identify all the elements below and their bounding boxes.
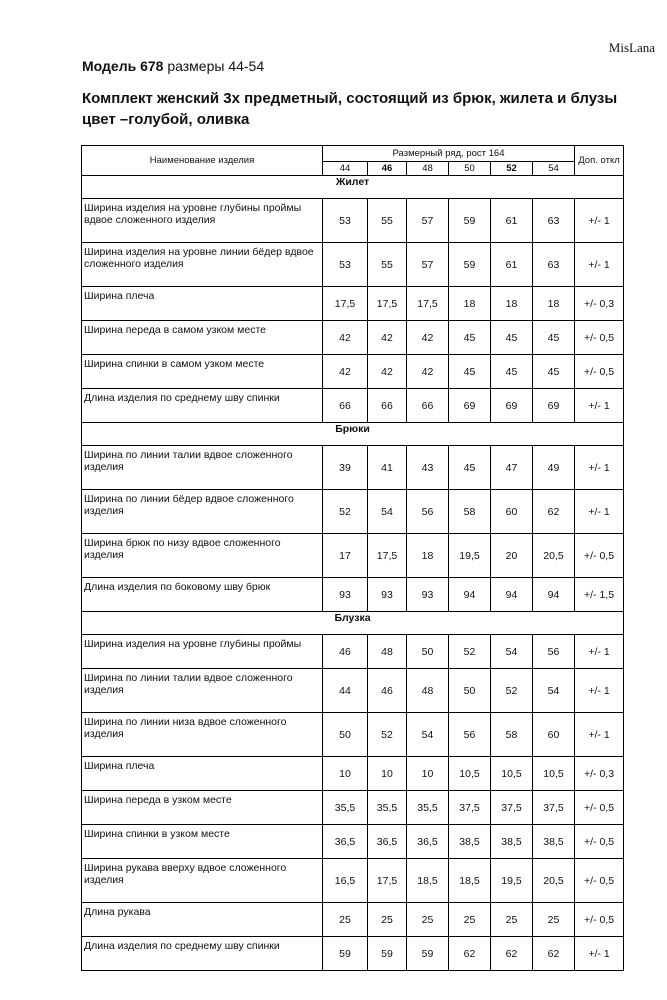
measurement-value: 49 (533, 446, 575, 490)
measurement-value: 61 (491, 243, 533, 287)
measurement-value: 45 (449, 321, 491, 355)
size-header-4: 52 (491, 161, 533, 175)
tolerance-value: +/- 1 (575, 937, 624, 971)
tolerance-value: +/- 1 (575, 669, 624, 713)
measurement-name: Длина изделия по боковому шву брюк (82, 578, 323, 612)
measurement-value: 62 (533, 937, 575, 971)
measurement-value: 48 (407, 669, 449, 713)
measurement-value: 50 (449, 669, 491, 713)
measurement-value: 37,5 (491, 791, 533, 825)
measurement-value: 20,5 (533, 859, 575, 903)
measurement-value: 45 (449, 446, 491, 490)
table-row (82, 199, 624, 243)
measurement-value: 59 (449, 243, 491, 287)
measurement-value: 45 (449, 355, 491, 389)
measurement-value: 35,5 (368, 791, 407, 825)
table-row (82, 825, 624, 859)
measurement-value: 10,5 (491, 757, 533, 791)
measurement-name: Длина изделия по среднему шву спинки (82, 389, 323, 423)
measurement-value: 20,5 (533, 534, 575, 578)
measurement-value: 38,5 (491, 825, 533, 859)
measurement-value: 10 (407, 757, 449, 791)
tolerance-value: +/- 1 (575, 713, 624, 757)
measurement-value: 45 (533, 321, 575, 355)
measurement-value: 37,5 (533, 791, 575, 825)
measurement-name: Ширина по линии талии вдвое сложенного изделия (82, 669, 323, 713)
measurement-value: 48 (368, 635, 407, 669)
measurement-value: 60 (533, 713, 575, 757)
measurement-value: 52 (323, 490, 368, 534)
measurement-value: 25 (449, 903, 491, 937)
measurement-value: 59 (407, 937, 449, 971)
measurement-name: Ширина спинки в узком месте (82, 825, 323, 859)
measurement-value: 18,5 (407, 859, 449, 903)
measurement-value: 54 (407, 713, 449, 757)
product-title: Комплект женский 3х предметный, состоящий из брюк, жилета и блузы цвет –голубой, оливка (82, 90, 618, 128)
model-sizes: размеры 44-54 (167, 58, 265, 74)
measurement-value: 66 (368, 389, 407, 423)
measurement-value: 16,5 (323, 859, 368, 903)
measurement-value: 94 (449, 578, 491, 612)
measurement-value: 54 (368, 490, 407, 534)
table-row (82, 534, 624, 578)
measurement-name: Ширина переда в узком месте (82, 791, 323, 825)
measurement-value: 45 (533, 355, 575, 389)
measurement-value: 62 (533, 490, 575, 534)
measurement-value: 60 (491, 490, 533, 534)
table-row (82, 321, 624, 355)
measurement-value: 46 (368, 669, 407, 713)
measurement-value: 17,5 (368, 287, 407, 321)
measurement-value: 47 (491, 446, 533, 490)
section-row (82, 176, 624, 199)
measurement-value: 57 (407, 199, 449, 243)
tolerance-column-header: Доп. откл (575, 146, 624, 176)
measurement-value: 66 (323, 389, 368, 423)
measurement-value: 54 (533, 669, 575, 713)
tolerance-value: +/- 0,5 (575, 903, 624, 937)
size-header-0: 44 (323, 161, 368, 175)
measurement-value: 69 (533, 389, 575, 423)
measurement-name: Ширина изделия на уровне глубины проймы вдвое сложенного изделия (82, 199, 323, 243)
measurement-value: 17,5 (368, 859, 407, 903)
measurement-value: 54 (491, 635, 533, 669)
table-row (82, 757, 624, 791)
size-header-1: 46 (368, 161, 407, 175)
measurement-value: 55 (368, 199, 407, 243)
measurement-value: 52 (491, 669, 533, 713)
measurement-value: 62 (449, 937, 491, 971)
measurement-name: Ширина плеча (82, 287, 323, 321)
measurement-value: 69 (491, 389, 533, 423)
tolerance-value: +/- 1,5 (575, 578, 624, 612)
measurement-name: Длина рукава (82, 903, 323, 937)
measurement-name: Ширина по линии бёдер вдвое сложенного изделия (82, 490, 323, 534)
measurement-value: 38,5 (533, 825, 575, 859)
size-header-5: 54 (533, 161, 575, 175)
brand-name: MisLana (608, 40, 655, 55)
measurement-value: 44 (323, 669, 368, 713)
measurement-value: 58 (491, 713, 533, 757)
measurement-value: 42 (407, 321, 449, 355)
measurement-value: 56 (533, 635, 575, 669)
measurement-value: 93 (368, 578, 407, 612)
measurement-value: 41 (368, 446, 407, 490)
measurement-name: Ширина изделия на уровне линии бёдер вдвое сложенного изделия (82, 243, 323, 287)
measurement-value: 59 (323, 937, 368, 971)
table-row (82, 713, 624, 757)
measurement-value: 94 (491, 578, 533, 612)
measurement-value: 42 (323, 355, 368, 389)
section-row (82, 612, 624, 635)
measurement-value: 18,5 (449, 859, 491, 903)
size-header-2: 48 (407, 161, 449, 175)
size-header-3: 50 (449, 161, 491, 175)
tolerance-value: +/- 0,5 (575, 825, 624, 859)
measurement-value: 17,5 (368, 534, 407, 578)
section-row (82, 423, 624, 446)
measurement-value: 50 (323, 713, 368, 757)
measurement-name: Ширина по линии низа вдвое сложенного изделия (82, 713, 323, 757)
tolerance-value: +/- 1 (575, 446, 624, 490)
size-range-header: Размерный ряд, рост 164 (323, 146, 575, 162)
measurement-value: 18 (533, 287, 575, 321)
measurement-value: 46 (323, 635, 368, 669)
tolerance-value: +/- 1 (575, 243, 624, 287)
measurement-value: 42 (368, 321, 407, 355)
measurement-value: 18 (449, 287, 491, 321)
table-row (82, 243, 624, 287)
tolerance-value: +/- 0,5 (575, 355, 624, 389)
table-row (82, 389, 624, 423)
measurement-value: 61 (491, 199, 533, 243)
measurement-value: 25 (368, 903, 407, 937)
measurement-value: 52 (368, 713, 407, 757)
measurement-value: 55 (368, 243, 407, 287)
measurement-value: 10,5 (449, 757, 491, 791)
measurement-value: 52 (449, 635, 491, 669)
tolerance-value: +/- 1 (575, 635, 624, 669)
measurement-value: 93 (323, 578, 368, 612)
measurement-value: 17,5 (323, 287, 368, 321)
measurement-value: 53 (323, 243, 368, 287)
name-column-header: Наименование изделия (82, 146, 323, 176)
measurement-value: 66 (407, 389, 449, 423)
measurement-value: 35,5 (407, 791, 449, 825)
measurement-value: 25 (407, 903, 449, 937)
model-line (82, 58, 264, 74)
measurement-value: 25 (533, 903, 575, 937)
measurement-value: 56 (449, 713, 491, 757)
measurement-table (81, 145, 624, 971)
table-row (82, 791, 624, 825)
table-row (82, 490, 624, 534)
measurement-value: 53 (323, 199, 368, 243)
measurement-name: Ширина переда в самом узком месте (82, 321, 323, 355)
measurement-value: 19,5 (449, 534, 491, 578)
measurement-value: 42 (323, 321, 368, 355)
measurement-value: 42 (407, 355, 449, 389)
tolerance-value: +/- 0,5 (575, 791, 624, 825)
tolerance-value: +/- 0,5 (575, 534, 624, 578)
measurement-value: 38,5 (449, 825, 491, 859)
measurement-name: Ширина по линии талии вдвое сложенного изделия (82, 446, 323, 490)
measurement-value: 25 (491, 903, 533, 937)
table-row (82, 937, 624, 971)
measurement-name: Ширина брюк по низу вдвое сложенного изделия (82, 534, 323, 578)
measurement-value: 62 (491, 937, 533, 971)
tolerance-value: +/- 0,3 (575, 757, 624, 791)
measurement-value: 63 (533, 199, 575, 243)
table-row (82, 446, 624, 490)
table-row (82, 635, 624, 669)
measurement-name: Длина изделия по среднему шву спинки (82, 937, 323, 971)
measurement-value: 57 (407, 243, 449, 287)
table-row (82, 859, 624, 903)
model-label: Модель 678 (82, 58, 164, 74)
measurement-value: 42 (368, 355, 407, 389)
tolerance-value: +/- 1 (575, 199, 624, 243)
measurement-value: 10 (368, 757, 407, 791)
measurement-value: 93 (407, 578, 449, 612)
table-row (82, 903, 624, 937)
measurement-name: Ширина изделия на уровне глубины проймы (82, 635, 323, 669)
measurement-name: Ширина спинки в самом узком месте (82, 355, 323, 389)
section-title: Брюки (82, 423, 624, 446)
measurement-value: 69 (449, 389, 491, 423)
measurement-value: 35,5 (323, 791, 368, 825)
measurement-value: 17 (323, 534, 368, 578)
measurement-value: 59 (368, 937, 407, 971)
measurement-value: 45 (491, 355, 533, 389)
section-title: Блузка (82, 612, 624, 635)
measurement-value: 10,5 (533, 757, 575, 791)
measurement-value: 56 (407, 490, 449, 534)
measurement-value: 37,5 (449, 791, 491, 825)
measurement-value: 59 (449, 199, 491, 243)
tolerance-value: +/- 0,5 (575, 321, 624, 355)
measurement-value: 18 (491, 287, 533, 321)
table-row (82, 578, 624, 612)
section-title: Жилет (82, 176, 624, 199)
measurement-value: 39 (323, 446, 368, 490)
measurement-value: 18 (407, 534, 449, 578)
measurement-value: 10 (323, 757, 368, 791)
measurement-value: 45 (491, 321, 533, 355)
measurement-name: Ширина рукава вверху вдвое сложенного изделия (82, 859, 323, 903)
measurement-value: 50 (407, 635, 449, 669)
table-row (82, 355, 624, 389)
measurement-value: 17,5 (407, 287, 449, 321)
measurement-value: 20 (491, 534, 533, 578)
measurement-value: 58 (449, 490, 491, 534)
measurement-value: 19,5 (491, 859, 533, 903)
measurement-value: 36,5 (407, 825, 449, 859)
measurement-value: 36,5 (323, 825, 368, 859)
measurement-name: Ширина плеча (82, 757, 323, 791)
tolerance-value: +/- 0,5 (575, 859, 624, 903)
measurement-value: 43 (407, 446, 449, 490)
table-row (82, 287, 624, 321)
measurement-value: 63 (533, 243, 575, 287)
tolerance-value: +/- 0,3 (575, 287, 624, 321)
tolerance-value: +/- 1 (575, 389, 624, 423)
measurement-value: 25 (323, 903, 368, 937)
measurement-value: 36,5 (368, 825, 407, 859)
measurement-value: 94 (533, 578, 575, 612)
tolerance-value: +/- 1 (575, 490, 624, 534)
table-row (82, 669, 624, 713)
